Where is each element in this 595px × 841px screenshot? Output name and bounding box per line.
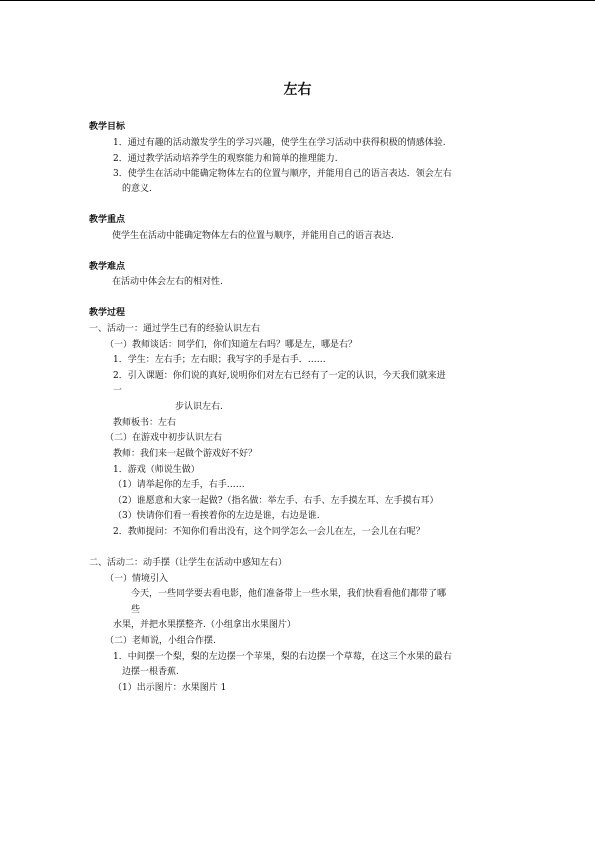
process-line: 步认识左右. [175,402,223,412]
goal-item-3: 3．使学生在活动中能确定物体左右的位置与顺序，并能用自己的语言表达．领会左右 [113,169,452,179]
process-line: 一 [113,386,123,396]
process-line: （二）老师说，小组合作摆. [105,636,216,646]
process-line: 教师：我们来一起做个游戏好不好？ [113,449,258,459]
activity-2-heading: 二、活动二：动手摆（让学生在活动中感知左右） [89,558,288,568]
process-line: 1．游戏（师说生做） [113,465,200,475]
goal-item-2: 2．通过教学活动培养学生的观察能力和简单的推理能力. [113,154,338,164]
activity-1-heading: 一、活动一：通过学生已有的经验认识左右 [89,324,261,334]
process-line: 1．学生：左右手；左右眼；我写字的手是右手．…… [113,355,326,365]
process-heading: 教学过程 [89,308,126,318]
process-line: （二）在游戏中初步认识左右 [105,433,223,443]
goal-item-3-continued: 的意义. [122,184,152,194]
process-line: 1．中间摆一个梨，梨的左边摆一个苹果，梨的右边摆一个草莓，在这三个水果的最右 [113,652,452,662]
document-title: 左右 [283,82,312,98]
process-line: （1）请举起你的左手，右手…… [113,480,245,490]
process-line: （2）谁愿意和大家一起做?（指名做：举左手、右手、左手摸左耳、左手摸右耳） [113,496,439,506]
difficulties-heading: 教学难点 [89,262,126,272]
board-writing: 教师板书：左右 [113,418,177,428]
difficulties-text: 在活动中体会左右的相对性. [112,277,223,287]
process-line: （3）快请你们看一看挨着你的左边是谁，右边是谁. [113,511,320,521]
process-line: 些 [131,605,141,615]
process-line: 边摆一根香蕉. [122,667,179,677]
process-line: 2．引入课题：你们说的真好,说明你们对左右已经有了一定的认识，今天我们就来进 [113,371,446,381]
key-points-heading: 教学重点 [89,215,126,225]
goals-heading: 教学目标 [89,122,126,132]
process-line: （一）教师谈话：同学们，你们知道左右吗？哪是左，哪是右？ [105,340,358,350]
goal-item-1: 1．通过有趣的活动激发学生的学习兴趣，使学生在学习活动中获得积极的情感体验. [113,138,446,148]
process-line: （1）出示图片：水果图片 1 [113,683,227,693]
process-line: 2．教师提问：不知你们看出没有，这个同学怎么一会儿在左，一会儿在右呢？ [113,527,425,537]
process-line: （一）情境引入 [105,574,169,584]
key-points-text: 使学生在活动中能确定物体左右的位置与顺序，并能用自己的语言表达. [112,231,394,241]
process-line: 今天，一些同学要去看电影，他们准备带上一些水果，我们快看看他们都带了哪 [131,589,447,599]
process-line: 水果，并把水果摆整齐.（小组拿出水果图片） [113,620,296,630]
